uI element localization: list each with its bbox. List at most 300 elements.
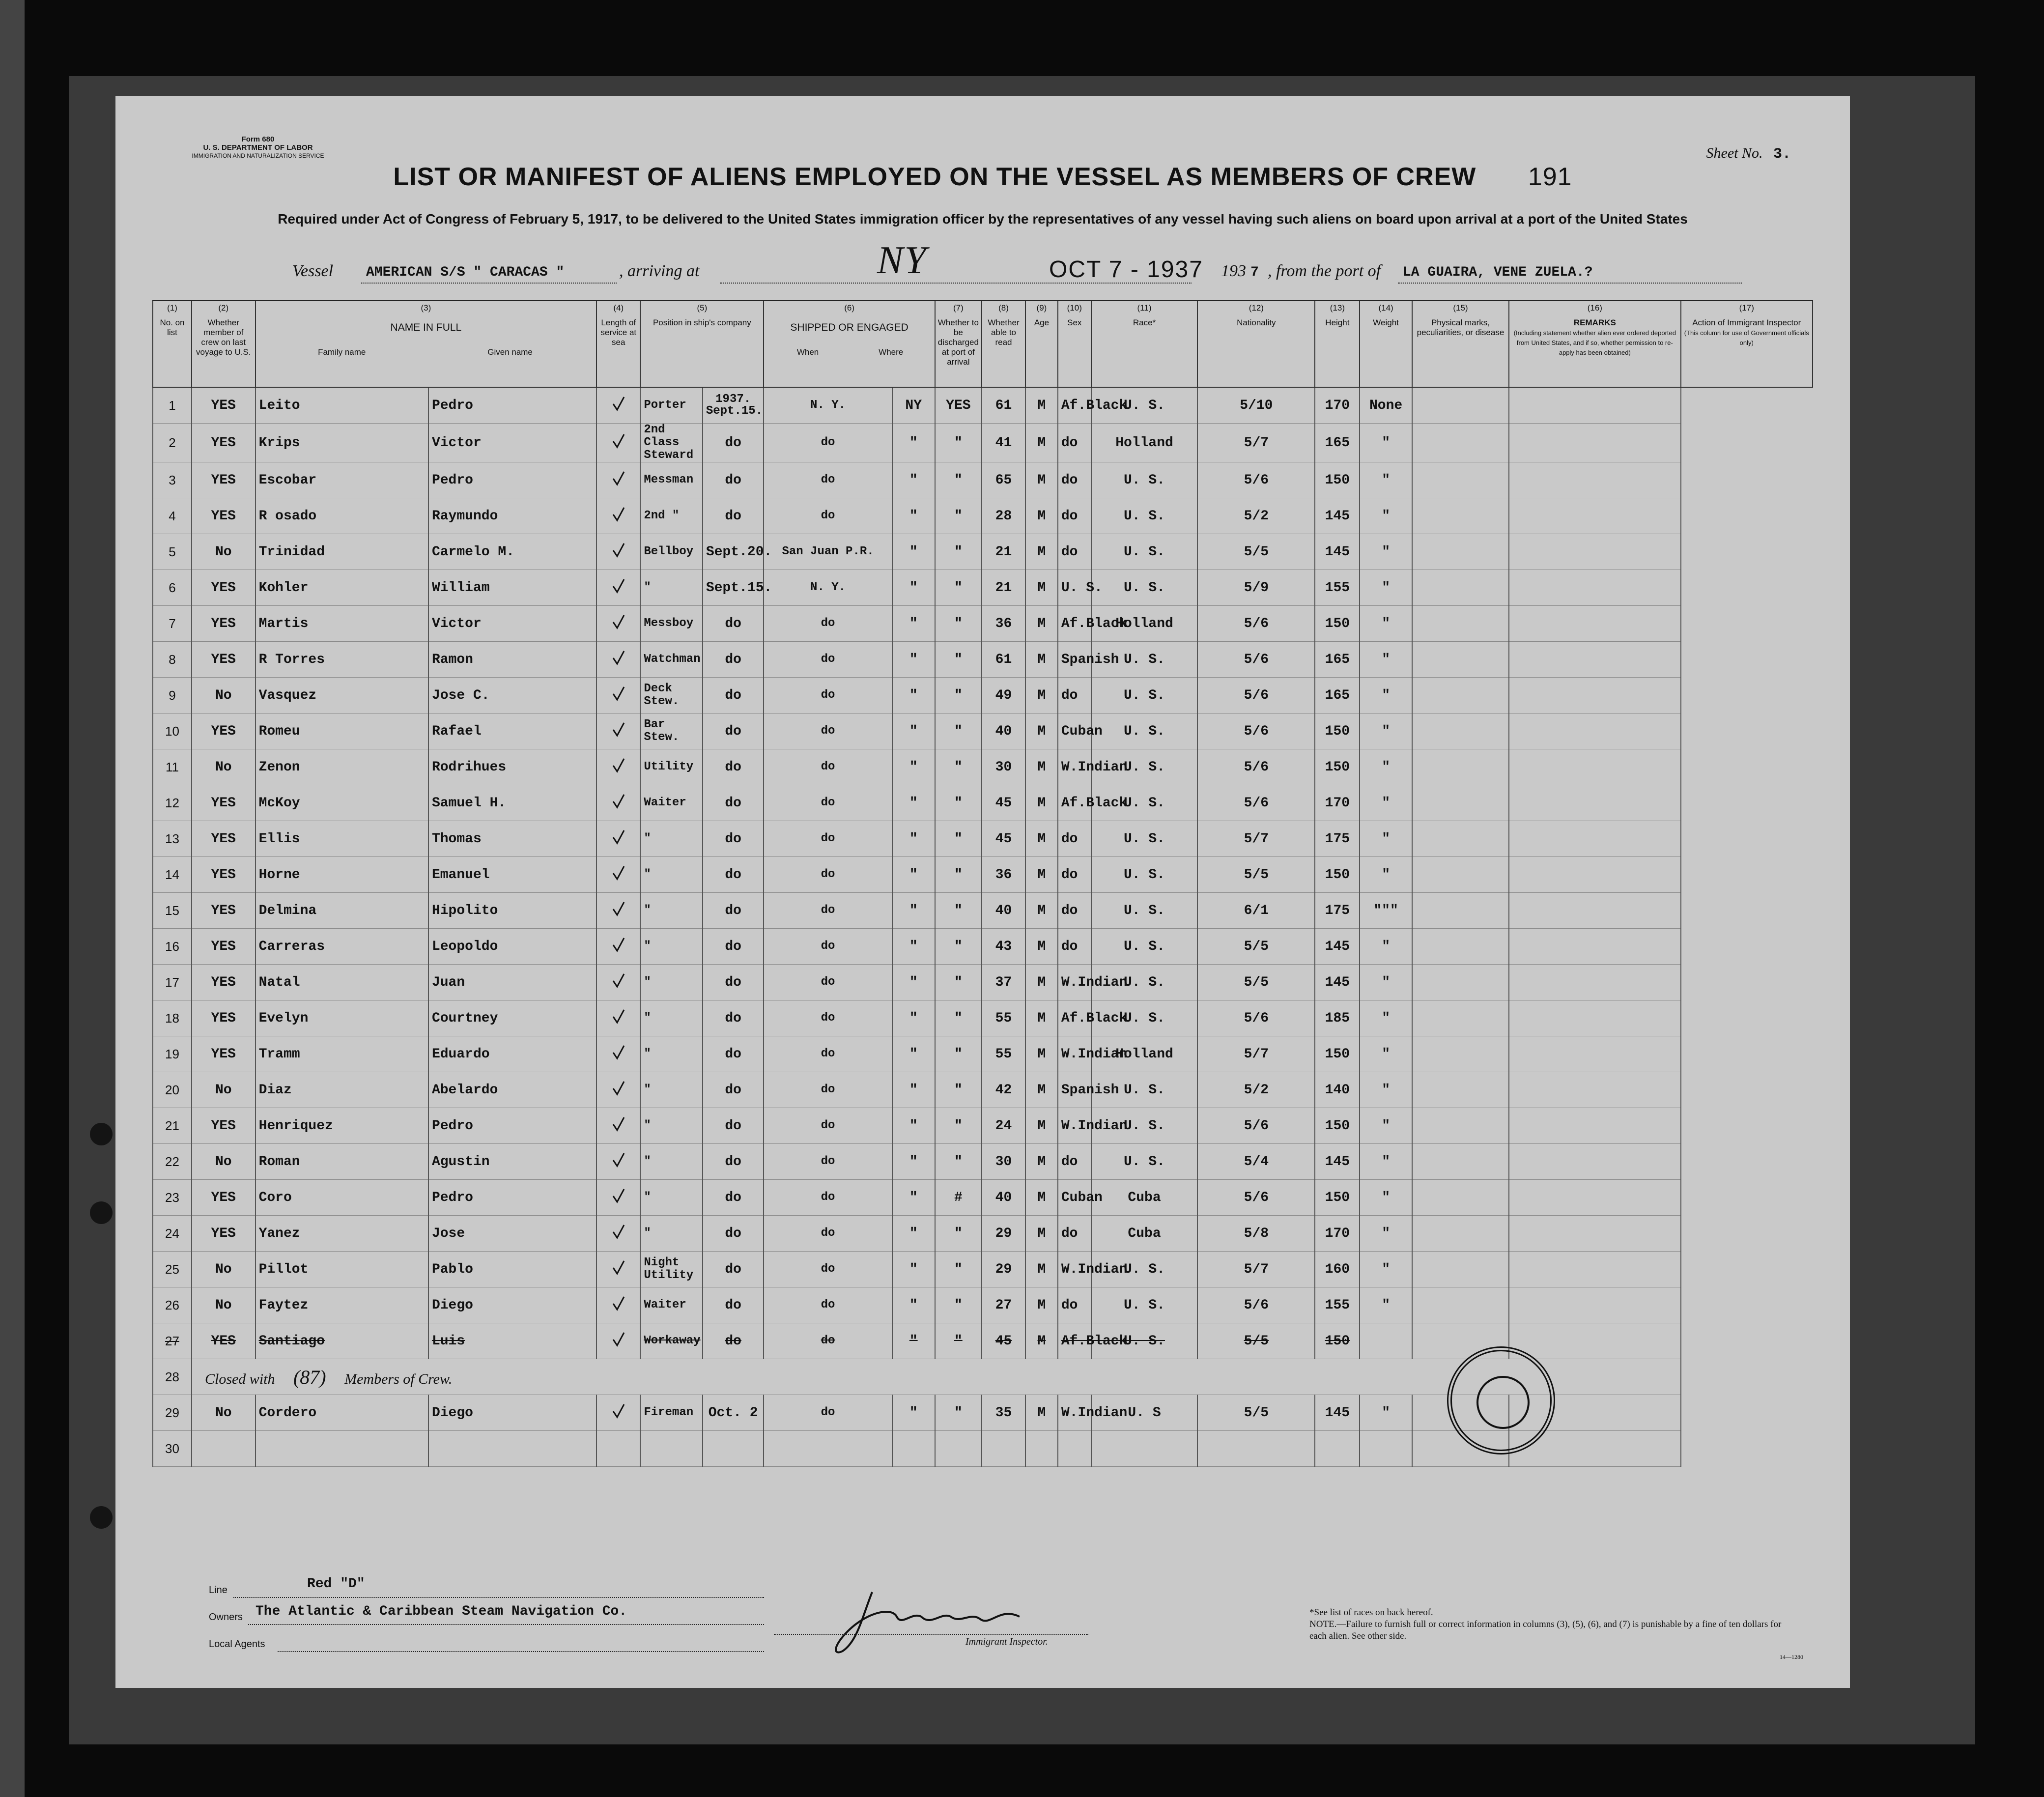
cell-last-voyage: YES <box>192 387 256 424</box>
footer-notes <box>1309 1607 1791 1642</box>
cell-shipped-when: do <box>703 1180 764 1216</box>
cell-no: 27 <box>153 1323 192 1359</box>
cell-inspector-action <box>1509 785 1680 821</box>
cell-last-voyage: No <box>192 1144 256 1180</box>
cell-shipped-where: San Juan P.R. <box>764 534 892 570</box>
cell-service-check <box>596 1395 640 1431</box>
cell-sex: M <box>1025 965 1058 1000</box>
cell-remarks <box>1412 749 1509 785</box>
table-row <box>153 1216 1813 1252</box>
cell-given-name: Pablo <box>428 1252 596 1287</box>
table-row <box>153 424 1813 462</box>
cell-service-check <box>596 821 640 857</box>
cell-position: 2nd Class Steward <box>640 424 703 462</box>
cell-sex: M <box>1025 1216 1058 1252</box>
cell-position: Waiter <box>640 785 703 821</box>
races-note: *See list of races on back hereof. <box>1309 1607 1433 1618</box>
cell-inspector-action <box>1509 749 1680 785</box>
cell-remarks <box>1412 642 1509 678</box>
cell-last-voyage: YES <box>192 785 256 821</box>
cell-height: 5/7 <box>1197 821 1315 857</box>
cell-position: " <box>640 965 703 1000</box>
cell-no: 7 <box>153 606 192 642</box>
cell-service-check <box>596 1072 640 1108</box>
vessel-label: Vessel <box>292 262 334 280</box>
cell-service-check <box>596 1000 640 1036</box>
cell-shipped-when: do <box>703 678 764 713</box>
cell-height: 5/5 <box>1197 965 1315 1000</box>
cell-sex: M <box>1025 749 1058 785</box>
cell-race: do <box>1058 678 1091 713</box>
cell-family-name: Trinidad <box>256 534 428 570</box>
cell-no: 13 <box>153 821 192 857</box>
cell-race: W.Indian <box>1058 1395 1091 1431</box>
table-row <box>153 534 1813 570</box>
vessel-name: AMERICAN S/S " CARACAS " <box>366 265 565 280</box>
cell-height: 5/6 <box>1197 1180 1315 1216</box>
cell-no: 17 <box>153 965 192 1000</box>
cell-age: 45 <box>982 785 1025 821</box>
cell-weight: 170 <box>1315 785 1360 821</box>
cell-sex: M <box>1025 785 1058 821</box>
cell-height: 5/7 <box>1197 424 1315 462</box>
cell-last-voyage: YES <box>192 1108 256 1144</box>
cell-given-name: Pedro <box>428 462 596 498</box>
cell-service-check <box>596 965 640 1000</box>
cell-last-voyage: YES <box>192 857 256 893</box>
cell-age: 65 <box>982 462 1025 498</box>
cell-sex: M <box>1025 1144 1058 1180</box>
cell-able-to-read: # <box>935 1180 982 1216</box>
cell-given-name: Jose C. <box>428 678 596 713</box>
cell-last-voyage: YES <box>192 462 256 498</box>
col-header-length-service: (4) Length of service at sea <box>596 301 640 388</box>
cell-given-name: Ramon <box>428 642 596 678</box>
cell-physical-marks: " <box>1360 606 1412 642</box>
cell-service-check <box>596 1431 640 1467</box>
cell-last-voyage: No <box>192 534 256 570</box>
cell-inspector-action <box>1509 821 1680 857</box>
cell-last-voyage: YES <box>192 929 256 965</box>
cell-race: do <box>1058 1287 1091 1323</box>
cell-last-voyage: YES <box>192 1036 256 1072</box>
cell-shipped-where: do <box>764 1072 892 1108</box>
cell-no: 23 <box>153 1180 192 1216</box>
cell-family-name: Diaz <box>256 1072 428 1108</box>
cell-height: 5/6 <box>1197 462 1315 498</box>
cell-shipped-where: do <box>764 1000 892 1036</box>
cell-service-check <box>596 534 640 570</box>
cell-no: 10 <box>153 713 192 749</box>
cell-able-to-read: " <box>935 965 982 1000</box>
cell-shipped-where: do <box>764 893 892 929</box>
cell-position: " <box>640 857 703 893</box>
cell-discharged: " <box>892 424 935 462</box>
cell-no: 22 <box>153 1144 192 1180</box>
cell-able-to-read: " <box>935 534 982 570</box>
cell-position: " <box>640 1144 703 1180</box>
arriving-label: , arriving at <box>619 262 700 280</box>
cell-nationality: Holland <box>1091 1036 1198 1072</box>
cell-discharged: " <box>892 1072 935 1108</box>
cell-weight: 150 <box>1315 749 1360 785</box>
cell-shipped-where: do <box>764 1216 892 1252</box>
cell-physical-marks: " <box>1360 1108 1412 1144</box>
cell-nationality: U. S. <box>1091 857 1198 893</box>
cell-age: 30 <box>982 1144 1025 1180</box>
cell-height: 5/7 <box>1197 1036 1315 1072</box>
sheet-value: 3. <box>1773 146 1791 163</box>
cell-position <box>640 1431 703 1467</box>
cell-age: 30 <box>982 749 1025 785</box>
page-stamp-number: 191 <box>1528 163 1572 191</box>
cell-service-check <box>596 1036 640 1072</box>
local-agents-label: Local Agents <box>209 1639 265 1650</box>
cell-physical-marks: " <box>1360 713 1412 749</box>
cell-family-name: Escobar <box>256 462 428 498</box>
cell-given-name: Victor <box>428 606 596 642</box>
owners-label: Owners <box>209 1612 243 1623</box>
cell-nationality: Holland <box>1091 606 1198 642</box>
from-label: , from the port of <box>1268 262 1381 280</box>
col-header-height: (13) Height <box>1315 301 1360 388</box>
cell-position: " <box>640 1000 703 1036</box>
cell-race: W.Indian <box>1058 1108 1091 1144</box>
cell-family-name: Santiago <box>256 1323 428 1359</box>
cell-sex: M <box>1025 1323 1058 1359</box>
cell-family-name: Delmina <box>256 893 428 929</box>
cell-shipped-where: do <box>764 1323 892 1359</box>
cell-race: W.Indian <box>1058 749 1091 785</box>
cell-weight: 150 <box>1315 462 1360 498</box>
cell-weight: 165 <box>1315 678 1360 713</box>
table-row <box>153 1359 1813 1395</box>
cell-given-name: Eduardo <box>428 1036 596 1072</box>
cell-service-check <box>596 498 640 534</box>
cell-last-voyage: No <box>192 1072 256 1108</box>
cell-inspector-action <box>1509 606 1680 642</box>
cell-physical-marks: None <box>1360 387 1412 424</box>
cell-shipped-when: do <box>703 498 764 534</box>
service-name: IMMIGRATION AND NATURALIZATION SERVICE <box>192 152 324 159</box>
cell-no: 6 <box>153 570 192 606</box>
cell-last-voyage: YES <box>192 498 256 534</box>
cell-last-voyage: YES <box>192 713 256 749</box>
cell-inspector-action <box>1509 1216 1680 1252</box>
cell-inspector-action <box>1509 965 1680 1000</box>
cell-remarks <box>1412 1000 1509 1036</box>
cell-no: 28 <box>153 1359 192 1395</box>
cell-nationality: U. S. <box>1091 642 1198 678</box>
cell-physical-marks: " <box>1360 1252 1412 1287</box>
cell-able-to-read: " <box>935 1108 982 1144</box>
cell-given-name: Juan <box>428 965 596 1000</box>
cell-service-check <box>596 387 640 424</box>
cell-nationality: U. S. <box>1091 1252 1198 1287</box>
cell-height: 5/6 <box>1197 749 1315 785</box>
cell-remarks <box>1412 387 1509 424</box>
cell-shipped-when: do <box>703 713 764 749</box>
form-identification <box>155 135 361 160</box>
line-value: Red "D" <box>307 1576 365 1592</box>
cell-inspector-action <box>1509 713 1680 749</box>
cell-shipped-when: Sept.20. <box>703 534 764 570</box>
table-row <box>153 929 1813 965</box>
form-code: 14—1280 <box>1780 1654 1803 1660</box>
cell-physical-marks: " <box>1360 534 1412 570</box>
cell-age: 36 <box>982 606 1025 642</box>
cell-given-name: Victor <box>428 424 596 462</box>
cell-no: 24 <box>153 1216 192 1252</box>
cell-physical-marks: " <box>1360 785 1412 821</box>
cell-given-name: Leopoldo <box>428 929 596 965</box>
cell-discharged: " <box>892 678 935 713</box>
table-row <box>153 606 1813 642</box>
cell-service-check <box>596 642 640 678</box>
cell-sex: M <box>1025 387 1058 424</box>
cell-service-check <box>596 893 640 929</box>
cell-weight: 150 <box>1315 606 1360 642</box>
cell-nationality: U. S. <box>1091 965 1198 1000</box>
cell-age: 42 <box>982 1072 1025 1108</box>
cell-able-to-read: " <box>935 1036 982 1072</box>
cell-given-name: Emanuel <box>428 857 596 893</box>
cell-able-to-read: " <box>935 749 982 785</box>
cell-family-name: Coro <box>256 1180 428 1216</box>
cell-age: 21 <box>982 534 1025 570</box>
cell-height: 5/4 <box>1197 1144 1315 1180</box>
cell-last-voyage: No <box>192 678 256 713</box>
cell-inspector-action <box>1509 1108 1680 1144</box>
cell-weight: 145 <box>1315 1144 1360 1180</box>
cell-position: Bar Stew. <box>640 713 703 749</box>
cell-service-check <box>596 785 640 821</box>
cell-family-name: Vasquez <box>256 678 428 713</box>
cell-nationality: U. S. <box>1091 570 1198 606</box>
cell-age <box>982 1431 1025 1467</box>
cell-given-name: Pedro <box>428 387 596 424</box>
cell-nationality: U. S. <box>1091 678 1198 713</box>
cell-remarks <box>1412 606 1509 642</box>
cell-nationality: U. S. <box>1091 1144 1198 1180</box>
cell-shipped-where: do <box>764 1036 892 1072</box>
cell-shipped-when: do <box>703 965 764 1000</box>
cell-last-voyage: YES <box>192 1180 256 1216</box>
cell-position: " <box>640 1072 703 1108</box>
cell-shipped-when: do <box>703 929 764 965</box>
form-number: Form 680 <box>241 135 275 143</box>
cell-service-check <box>596 929 640 965</box>
cell-discharged: " <box>892 857 935 893</box>
cell-age: 55 <box>982 1000 1025 1036</box>
cell-discharged: " <box>892 1216 935 1252</box>
cell-family-name: Kohler <box>256 570 428 606</box>
cell-position: Watchman <box>640 642 703 678</box>
cell-shipped-where: do <box>764 1287 892 1323</box>
cell-weight: 155 <box>1315 570 1360 606</box>
cell-shipped-when: do <box>703 1108 764 1144</box>
cell-given-name: Pedro <box>428 1108 596 1144</box>
cell-given-name: Diego <box>428 1395 596 1431</box>
cell-physical-marks: " <box>1360 1216 1412 1252</box>
cell-no: 30 <box>153 1431 192 1467</box>
cell-able-to-read: " <box>935 857 982 893</box>
cell-remarks <box>1412 1252 1509 1287</box>
cell-physical-marks: " <box>1360 424 1412 462</box>
cell-sex: M <box>1025 642 1058 678</box>
cell-sex: M <box>1025 929 1058 965</box>
cell-last-voyage <box>192 1431 256 1467</box>
cell-position: 2nd " <box>640 498 703 534</box>
cell-able-to-read: " <box>935 678 982 713</box>
cell-position: Porter <box>640 387 703 424</box>
cell-remarks <box>1412 1180 1509 1216</box>
cell-sex: M <box>1025 821 1058 857</box>
cell-height: 5/8 <box>1197 1216 1315 1252</box>
cell-remarks <box>1412 498 1509 534</box>
table-row <box>153 570 1813 606</box>
cell-given-name: Carmelo M. <box>428 534 596 570</box>
cell-sex: M <box>1025 1108 1058 1144</box>
cell-position: Utility <box>640 749 703 785</box>
cell-discharged: " <box>892 1287 935 1323</box>
cell-able-to-read: YES <box>935 387 982 424</box>
cell-sex: M <box>1025 534 1058 570</box>
cell-physical-marks: " <box>1360 965 1412 1000</box>
cell-race: do <box>1058 821 1091 857</box>
cell-nationality: U. S. <box>1091 387 1198 424</box>
cell-inspector-action <box>1509 1144 1680 1180</box>
cell-family-name: Yanez <box>256 1216 428 1252</box>
cell-family-name: McKoy <box>256 785 428 821</box>
cell-position: " <box>640 929 703 965</box>
cell-position: " <box>640 1108 703 1144</box>
cell-height: 5/6 <box>1197 1108 1315 1144</box>
cell-discharged: " <box>892 965 935 1000</box>
punch-hole <box>90 1506 113 1529</box>
cell-discharged: " <box>892 534 935 570</box>
table-row <box>153 857 1813 893</box>
cell-remarks <box>1412 713 1509 749</box>
closed-note: Closed with (87) Members of Crew. <box>192 1359 1681 1395</box>
cell-able-to-read: " <box>935 821 982 857</box>
cell-shipped-where: do <box>764 1144 892 1180</box>
cell-given-name: Abelardo <box>428 1072 596 1108</box>
col-header-sex: (10) Sex <box>1058 301 1091 388</box>
cell-no: 25 <box>153 1252 192 1287</box>
cell-age: 55 <box>982 1036 1025 1072</box>
cell-discharged: " <box>892 893 935 929</box>
table-row <box>153 1144 1813 1180</box>
table-row <box>153 785 1813 821</box>
cell-sex: M <box>1025 570 1058 606</box>
cell-height: 5/10 <box>1197 387 1315 424</box>
cell-last-voyage: No <box>192 1287 256 1323</box>
cell-shipped-when: do <box>703 1036 764 1072</box>
cell-no: 9 <box>153 678 192 713</box>
cell-physical-marks: " <box>1360 678 1412 713</box>
cell-nationality: Holland <box>1091 424 1198 462</box>
cell-sex: M <box>1025 1000 1058 1036</box>
cell-shipped-when: 1937. Sept.15. <box>703 387 764 424</box>
cell-no: 16 <box>153 929 192 965</box>
sheet-label: Sheet No. <box>1706 145 1763 161</box>
cell-sex: M <box>1025 857 1058 893</box>
table-row <box>153 1072 1813 1108</box>
cell-able-to-read <box>935 1431 982 1467</box>
cell-sex: M <box>1025 462 1058 498</box>
date-stamp: OCT 7 - 1937 <box>1049 257 1203 283</box>
cell-able-to-read: " <box>935 462 982 498</box>
cell-service-check <box>596 462 640 498</box>
cell-shipped-when <box>703 1431 764 1467</box>
cell-remarks <box>1412 785 1509 821</box>
cell-no: 15 <box>153 893 192 929</box>
cell-family-name: Faytez <box>256 1287 428 1323</box>
cell-physical-marks: " <box>1360 1036 1412 1072</box>
cell-shipped-when: do <box>703 857 764 893</box>
cell-inspector-action <box>1509 424 1680 462</box>
cell-remarks <box>1412 678 1509 713</box>
table-header-row <box>153 301 1813 388</box>
cell-height: 5/6 <box>1197 678 1315 713</box>
cell-inspector-action <box>1509 387 1680 424</box>
cell-discharged: " <box>892 1108 935 1144</box>
col-header-nationality: (12) Nationality <box>1197 301 1315 388</box>
cell-sex: M <box>1025 424 1058 462</box>
cell-no: 1 <box>153 387 192 424</box>
cell-nationality: U. S. <box>1091 498 1198 534</box>
cell-nationality: U. S. <box>1091 1287 1198 1323</box>
cell-no: 29 <box>153 1395 192 1431</box>
cell-race: Spanish <box>1058 1072 1091 1108</box>
cell-shipped-where: N. Y. <box>764 387 892 424</box>
cell-position: " <box>640 1216 703 1252</box>
col-header-remarks: (16) REMARKS (Including statement whether alien ever ordered deported from United States, and if so, whether permission to re-apply has been obtained) <box>1509 301 1680 388</box>
cell-last-voyage: No <box>192 1252 256 1287</box>
cell-nationality: U. S. <box>1091 929 1198 965</box>
cell-race: do <box>1058 929 1091 965</box>
table-row <box>153 678 1813 713</box>
cell-no: 14 <box>153 857 192 893</box>
cell-last-voyage: YES <box>192 606 256 642</box>
cell-height: 5/2 <box>1197 498 1315 534</box>
cell-family-name: Tramm <box>256 1036 428 1072</box>
cell-able-to-read: " <box>935 1072 982 1108</box>
cell-inspector-action <box>1509 1180 1680 1216</box>
cell-race: Cuban <box>1058 1180 1091 1216</box>
cell-inspector-action <box>1509 1072 1680 1108</box>
cell-shipped-when: do <box>703 606 764 642</box>
cell-service-check <box>596 749 640 785</box>
cell-race: do <box>1058 424 1091 462</box>
cell-position: Messman <box>640 462 703 498</box>
cell-no: 8 <box>153 642 192 678</box>
cell-shipped-where: do <box>764 713 892 749</box>
cell-no: 2 <box>153 424 192 462</box>
cell-family-name: Ellis <box>256 821 428 857</box>
cell-physical-marks: """ <box>1360 893 1412 929</box>
cell-inspector-action <box>1509 929 1680 965</box>
cell-remarks <box>1412 1287 1509 1323</box>
cell-service-check <box>596 1287 640 1323</box>
cell-shipped-where: do <box>764 1252 892 1287</box>
punch-hole <box>90 1123 113 1145</box>
cell-weight: 185 <box>1315 1000 1360 1036</box>
cell-race: Spanish <box>1058 642 1091 678</box>
cell-weight: 145 <box>1315 929 1360 965</box>
cell-weight: 145 <box>1315 498 1360 534</box>
